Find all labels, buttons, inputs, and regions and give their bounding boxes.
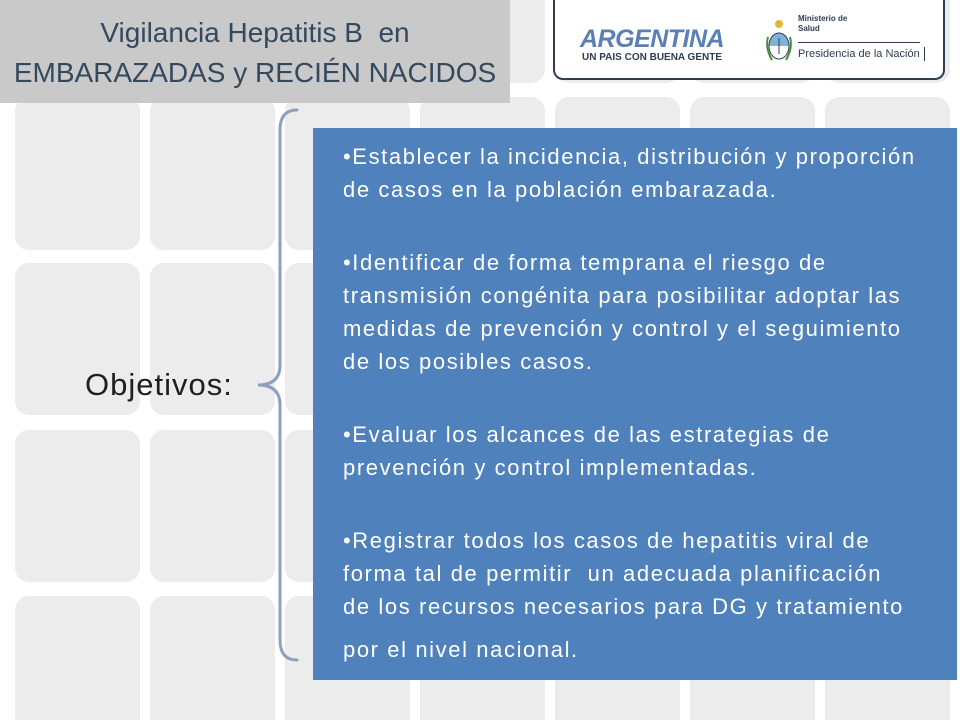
objective-line: por el nivel nacional.: [343, 637, 579, 662]
background-tile: [15, 97, 140, 250]
curly-brace-bracket: [250, 105, 302, 665]
page-title-line-1: Vigilancia Hepatitis B en: [100, 17, 410, 48]
logo-divider: [798, 42, 920, 43]
objective-item: [343, 246, 947, 378]
objective-line: medidas de prevención y control y el seguimiento: [343, 316, 902, 341]
brand-wordmark: ARGENTINA: [580, 25, 725, 53]
objective-line: transmisión congénita para posibilitar adoptar las: [343, 283, 902, 308]
objective-line: •Evaluar los alcances de las estrategias de: [343, 422, 831, 447]
objectives-label: Objetivos:: [85, 367, 233, 402]
presidency-name: Presidencia de la Nación: [798, 48, 920, 60]
objectives-panel: [313, 128, 957, 680]
objective-line: •Identificar de forma temprana el riesgo de: [343, 250, 827, 275]
government-logo: [553, 0, 945, 80]
ministry-name-line-1: Ministerio de: [798, 14, 848, 23]
objective-line: de los recursos necesarios para DG y tratamiento: [343, 594, 905, 619]
objective-line: de los posibles casos.: [343, 349, 594, 374]
background-tile: [15, 596, 140, 720]
objective-item: [343, 418, 947, 484]
objective-item: [343, 140, 947, 206]
objective-item: [343, 524, 947, 666]
coat-of-arms-icon: [765, 18, 793, 64]
title-banner: [0, 0, 510, 103]
objective-line: •Registrar todos los casos de hepatitis viral de: [343, 528, 871, 553]
ministry-name-line-2: Salud: [798, 24, 820, 33]
brand-tagline: UN PAIS CON BUENA GENTE: [582, 52, 723, 63]
objective-line: forma tal de permitir un adecuada planificación: [343, 561, 883, 586]
page-title-line-2: EMBARAZADAS y RECIÉN NACIDOS: [13, 57, 497, 88]
objective-line: de casos en la población embarazada.: [343, 177, 778, 202]
logo-vertical-divider: [924, 47, 925, 61]
objective-line: prevención y control implementadas.: [343, 455, 758, 480]
objective-line: •Establecer la incidencia, distribución y proporción: [343, 144, 916, 169]
background-tile: [15, 430, 140, 582]
